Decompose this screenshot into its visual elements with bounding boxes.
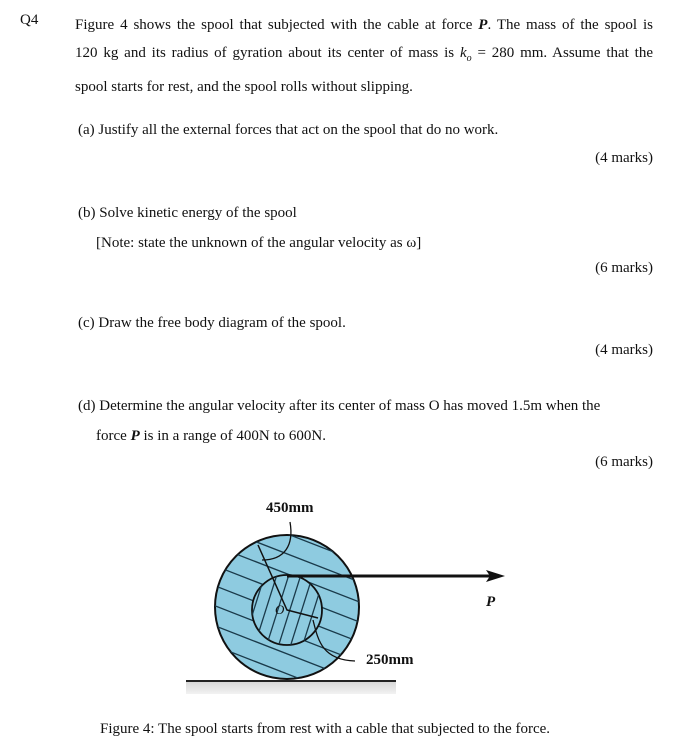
- part-b-note: [Note: state the unknown of the angular velocity as ω]: [96, 235, 422, 251]
- inner-diameter-label: 250mm: [366, 652, 414, 668]
- part-c-text: (c) Draw the free body diagram of the spool.: [78, 315, 346, 331]
- outer-diameter-label: 450mm: [266, 500, 314, 516]
- part-b-marks: (6 marks): [595, 260, 653, 276]
- intro-line-3: spool starts for rest, and the spool rolls without slipping.: [75, 79, 413, 95]
- part-d-marks: (6 marks): [595, 454, 653, 470]
- part-d-text: (d) Determine the angular velocity after its center of mass O has moved 1.5m when the: [78, 398, 601, 414]
- part-d-line2: force P is in a range of 400N to 600N.: [96, 428, 326, 444]
- figure-caption: Figure 4: The spool starts from rest with a cable that subjected to the force.: [100, 721, 551, 737]
- part-a-marks: (4 marks): [595, 150, 653, 166]
- question-number: Q4: [20, 12, 39, 28]
- part-c-marks: (4 marks): [595, 342, 653, 358]
- intro-line-1: Figure 4 shows the spool that subjected with the cable at force P. The mass of the spool is: [75, 17, 653, 33]
- part-b-text: (b) Solve kinetic energy of the spool: [78, 205, 297, 221]
- force-label: P: [486, 594, 496, 610]
- part-a-text: (a) Justify all the external forces that act on the spool that do no work.: [78, 122, 499, 138]
- intro-line-2: 120 kg and its radius of gyration about its center of mass is $k_o = 280$ mm. Assume that the: [75, 45, 653, 64]
- center-label: O: [275, 602, 285, 617]
- ground: [186, 681, 396, 694]
